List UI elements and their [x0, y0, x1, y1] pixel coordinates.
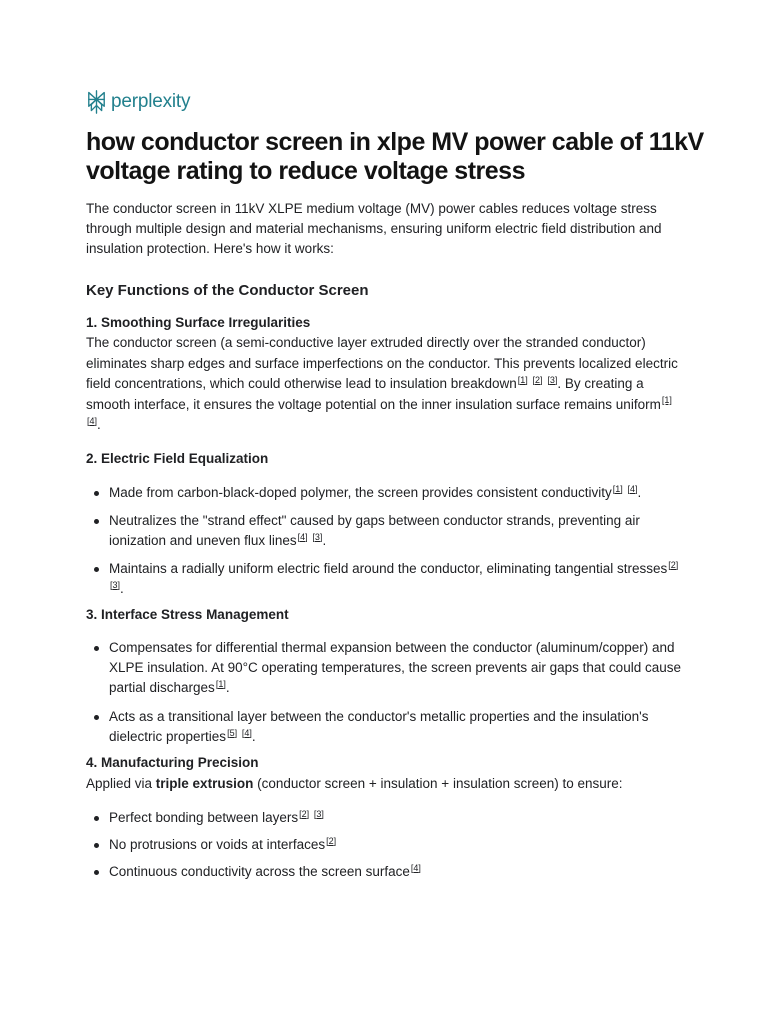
citation-link[interactable]: [4]: [410, 862, 421, 873]
manufacturing-list: [86, 808, 686, 882]
list-item: [86, 638, 686, 698]
citation-link[interactable]: [1]: [215, 678, 226, 689]
smoothing-text-2: . By creating a smooth interface, it ensures the voltage potential on the inner insulation surface remains uniform: [86, 376, 661, 412]
subheading-manufacturing: 4. Manufacturing Precision: [86, 755, 259, 770]
citation-link[interactable]: [2]: [299, 808, 310, 819]
citation-link[interactable]: [3]: [312, 531, 323, 542]
manufacturing-lead-post: (conductor screen + insulation + insulation screen) to ensure:: [253, 776, 623, 791]
citation-link[interactable]: [4]: [241, 727, 252, 738]
list-item: [86, 808, 686, 828]
list-item-text: Neutralizes the "strand effect" caused by gaps between conductor strands, preventing air ionization and uneven flux lines: [109, 513, 640, 548]
citation-link[interactable]: [5]: [227, 727, 238, 738]
subheading-field-equalization: 2. Electric Field Equalization: [86, 451, 269, 466]
manufacturing-lead-pre: Applied via: [86, 776, 156, 791]
interface-stress-list: [86, 638, 686, 747]
list-item: [86, 559, 686, 599]
citation-link[interactable]: [3]: [313, 808, 324, 819]
perplexity-logo[interactable]: [86, 89, 190, 115]
list-item: [86, 511, 686, 551]
list-item-end: .: [251, 729, 256, 744]
citation-link[interactable]: [3]: [547, 374, 558, 385]
subheading-interface-stress: 3. Interface Stress Management: [86, 607, 289, 622]
smoothing-text-1: The conductor screen (a semi-conductive layer extruded directly over the stranded conductor) eliminates sharp edges and surface imperfections on the conductor. This prevents localized electric field concentrations, which could otherwise lead to insulation breakdown: [86, 335, 678, 391]
citation-link[interactable]: [2]: [532, 374, 543, 385]
perplexity-logo-icon: [86, 90, 107, 114]
list-item-text: Compensates for differential thermal expansion between the conductor (aluminum/copper) and XLPE insulation. At 90°C operating temperatures, the screen prevents air gaps that could cause partial discharges: [109, 640, 681, 695]
citation-link[interactable]: [4]: [297, 531, 308, 542]
list-item-end: .: [120, 581, 124, 596]
list-item-end: .: [225, 680, 230, 695]
citation-link[interactable]: [2]: [326, 835, 337, 846]
list-item: [86, 483, 686, 503]
manufacturing-lead: [86, 774, 686, 795]
subheading-smoothing: 1. Smoothing Surface Irregularities: [86, 315, 311, 330]
list-item-end: .: [322, 533, 327, 548]
list-item-end: .: [637, 485, 642, 500]
list-item-text: No protrusions or voids at interfaces: [109, 837, 326, 852]
section-heading: Key Functions of the Conductor Screen: [86, 282, 369, 299]
list-item-text: Perfect bonding between layers: [109, 810, 299, 825]
list-item: [86, 835, 686, 855]
citation-link[interactable]: [1]: [661, 395, 672, 405]
citation-link[interactable]: [1]: [517, 374, 528, 385]
citation-link[interactable]: [4]: [87, 415, 98, 426]
citation-link[interactable]: [1]: [612, 483, 623, 494]
smoothing-text-end: .: [97, 417, 101, 432]
citation-link[interactable]: [3]: [110, 579, 121, 590]
page-title: how conductor screen in xlpe MV power cable of 11kV voltage rating to reduce voltage stress: [86, 128, 704, 185]
list-item-text: Made from carbon-black-doped polymer, the screen provides consistent conductivity: [109, 485, 612, 500]
field-equalization-list: [86, 483, 686, 599]
citation-link[interactable]: [4]: [627, 483, 638, 494]
intro-paragraph: The conductor screen in 11kV XLPE medium voltage (MV) power cables reduces voltage stress through multiple design and material mechanisms, ensuring uniform electric field distribution and insulation protection. Here's how it works:: [86, 201, 662, 256]
manufacturing-lead-bold: triple extrusion: [155, 776, 254, 791]
list-item: [86, 862, 686, 882]
list-item: [86, 707, 686, 747]
list-item-text: Continuous conductivity across the screen surface: [109, 864, 410, 879]
list-item-text: Acts as a transitional layer between the conductor's metallic properties and the insulation's dielectric properties: [109, 709, 649, 744]
brand-name: perplexity: [111, 91, 191, 112]
smoothing-paragraph: [86, 333, 686, 436]
citation-link[interactable]: [2]: [668, 559, 679, 570]
list-item-text: Maintains a radially uniform electric field around the conductor, eliminating tangential stresses: [109, 561, 668, 576]
